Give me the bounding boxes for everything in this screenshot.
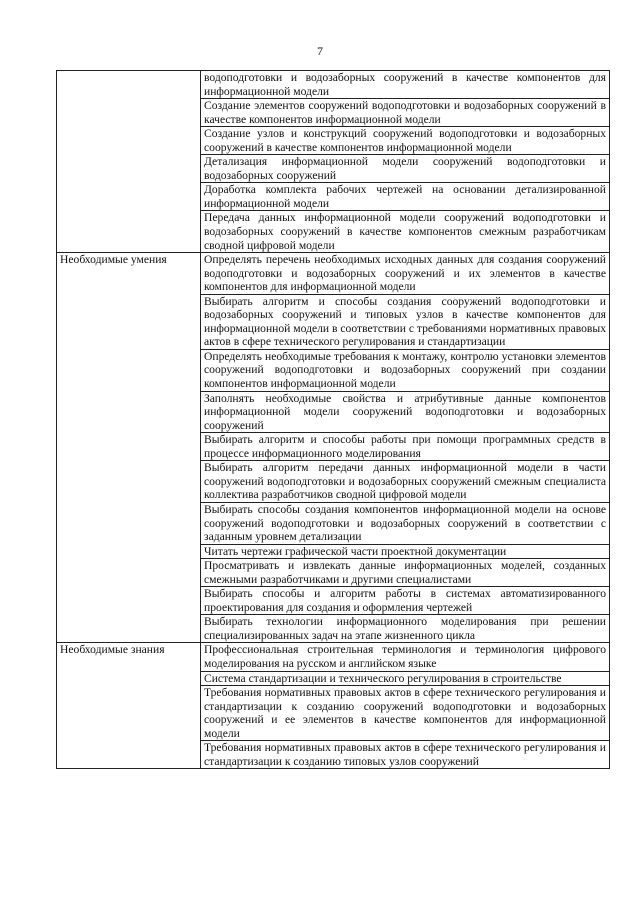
table-cell-item: Выбирать алгоритм и способы работы при помощи программных средств в процессе информационного моделирования (201, 433, 610, 461)
table-cell-item: Выбирать алгоритм и способы создания сооружений водоподготовки и водозаборных сооружений и типовых узлов в качестве компонентов для информационной модели в соответствии с требованиями нормативных правовых актов в сфере технического регулирования и стандартизации (201, 294, 610, 349)
table-cell-item: Выбирать технологии информационного моделирования при решении специализированных задач на этапе жизненного цикла (201, 615, 610, 643)
table-cell-item: Профессиональная строительная терминология и терминология цифрового моделирования на русском и английском языке (201, 643, 610, 671)
table-cell-item: Передача данных информационной модели сооружений водоподготовки и водозаборных сооружений в качестве компонентов смежным разработчикам сводной цифровой модели (201, 211, 610, 253)
section-label: Необходимые умения (57, 253, 201, 643)
section-label: Необходимые знания (57, 643, 201, 769)
table-cell-item: Просматривать и извлекать данные информационных моделей, созданных смежными разработчиками и другими специалистами (201, 559, 610, 587)
table-cell-item: Система стандартизации и технического регулирования в строительстве (201, 671, 610, 686)
table-cell-item: Создание узлов и конструкций сооружений водоподготовки и водозаборных сооружений в качестве компонентов информационной модели (201, 127, 610, 155)
table-row (57, 253, 610, 295)
table-cell-item: Читать чертежи графической части проектной документации (201, 544, 610, 559)
table-cell-item: Выбирать алгоритм передачи данных информационной модели в части сооружений водоподготовки и водозаборных сооружений смежным специалиста коллектива разработчиков сводной цифровой модели (201, 461, 610, 503)
table-cell-item: водоподготовки и водозаборных сооружений в качестве компонентов для информационной модели (201, 71, 610, 99)
table-cell-item: Требования нормативных правовых актов в сфере технического регулирования и стандартизации к созданию сооружений водоподготовки и водозаборных сооружений и ее элементов в качестве компонентов для информационной модели (201, 686, 610, 741)
table-cell-item: Определять необходимые требования к монтажу, контролю установки элементов сооружений водоподготовки и водозаборных сооружений при создании компонентов информационной модели (201, 349, 610, 391)
table-cell-item: Выбирать способы и алгоритм работы в системах автоматизированного проектирования для создания и оформления чертежей (201, 587, 610, 615)
table-row (57, 71, 610, 99)
section-label-continued (57, 71, 201, 253)
table-cell-item: Доработка комплекта рабочих чертежей на основании детализированной информационной модели (201, 183, 610, 211)
table-row (57, 643, 610, 671)
table-cell-item: Детализация информационной модели сооружений водоподготовки и водозаборных сооружений (201, 155, 610, 183)
table-cell-item: Создание элементов сооружений водоподготовки и водозаборных сооружений в качестве компонентов информационной модели (201, 99, 610, 127)
table-cell-item: Выбирать способы создания компонентов информационной модели на основе сооружений водоподготовки и водозаборных сооружений в соответствии с заданным уровнем детализации (201, 502, 610, 544)
page-number: 7 (317, 44, 323, 58)
table-cell-item: Определять перечень необходимых исходных данных для создания сооружений водоподготовки и водозаборных сооружений и их элементов в качестве компонентов для информационной модели (201, 253, 610, 295)
table-cell-item: Заполнять необходимые свойства и атрибутивные данные компонентов информационной модели сооружений водоподготовки и водозаборных сооружений (201, 391, 610, 433)
table-cell-item: Требования нормативных правовых актов в сфере технического регулирования и стандартизации к созданию типовых узлов сооружений (201, 741, 610, 769)
competency-table (56, 70, 610, 769)
